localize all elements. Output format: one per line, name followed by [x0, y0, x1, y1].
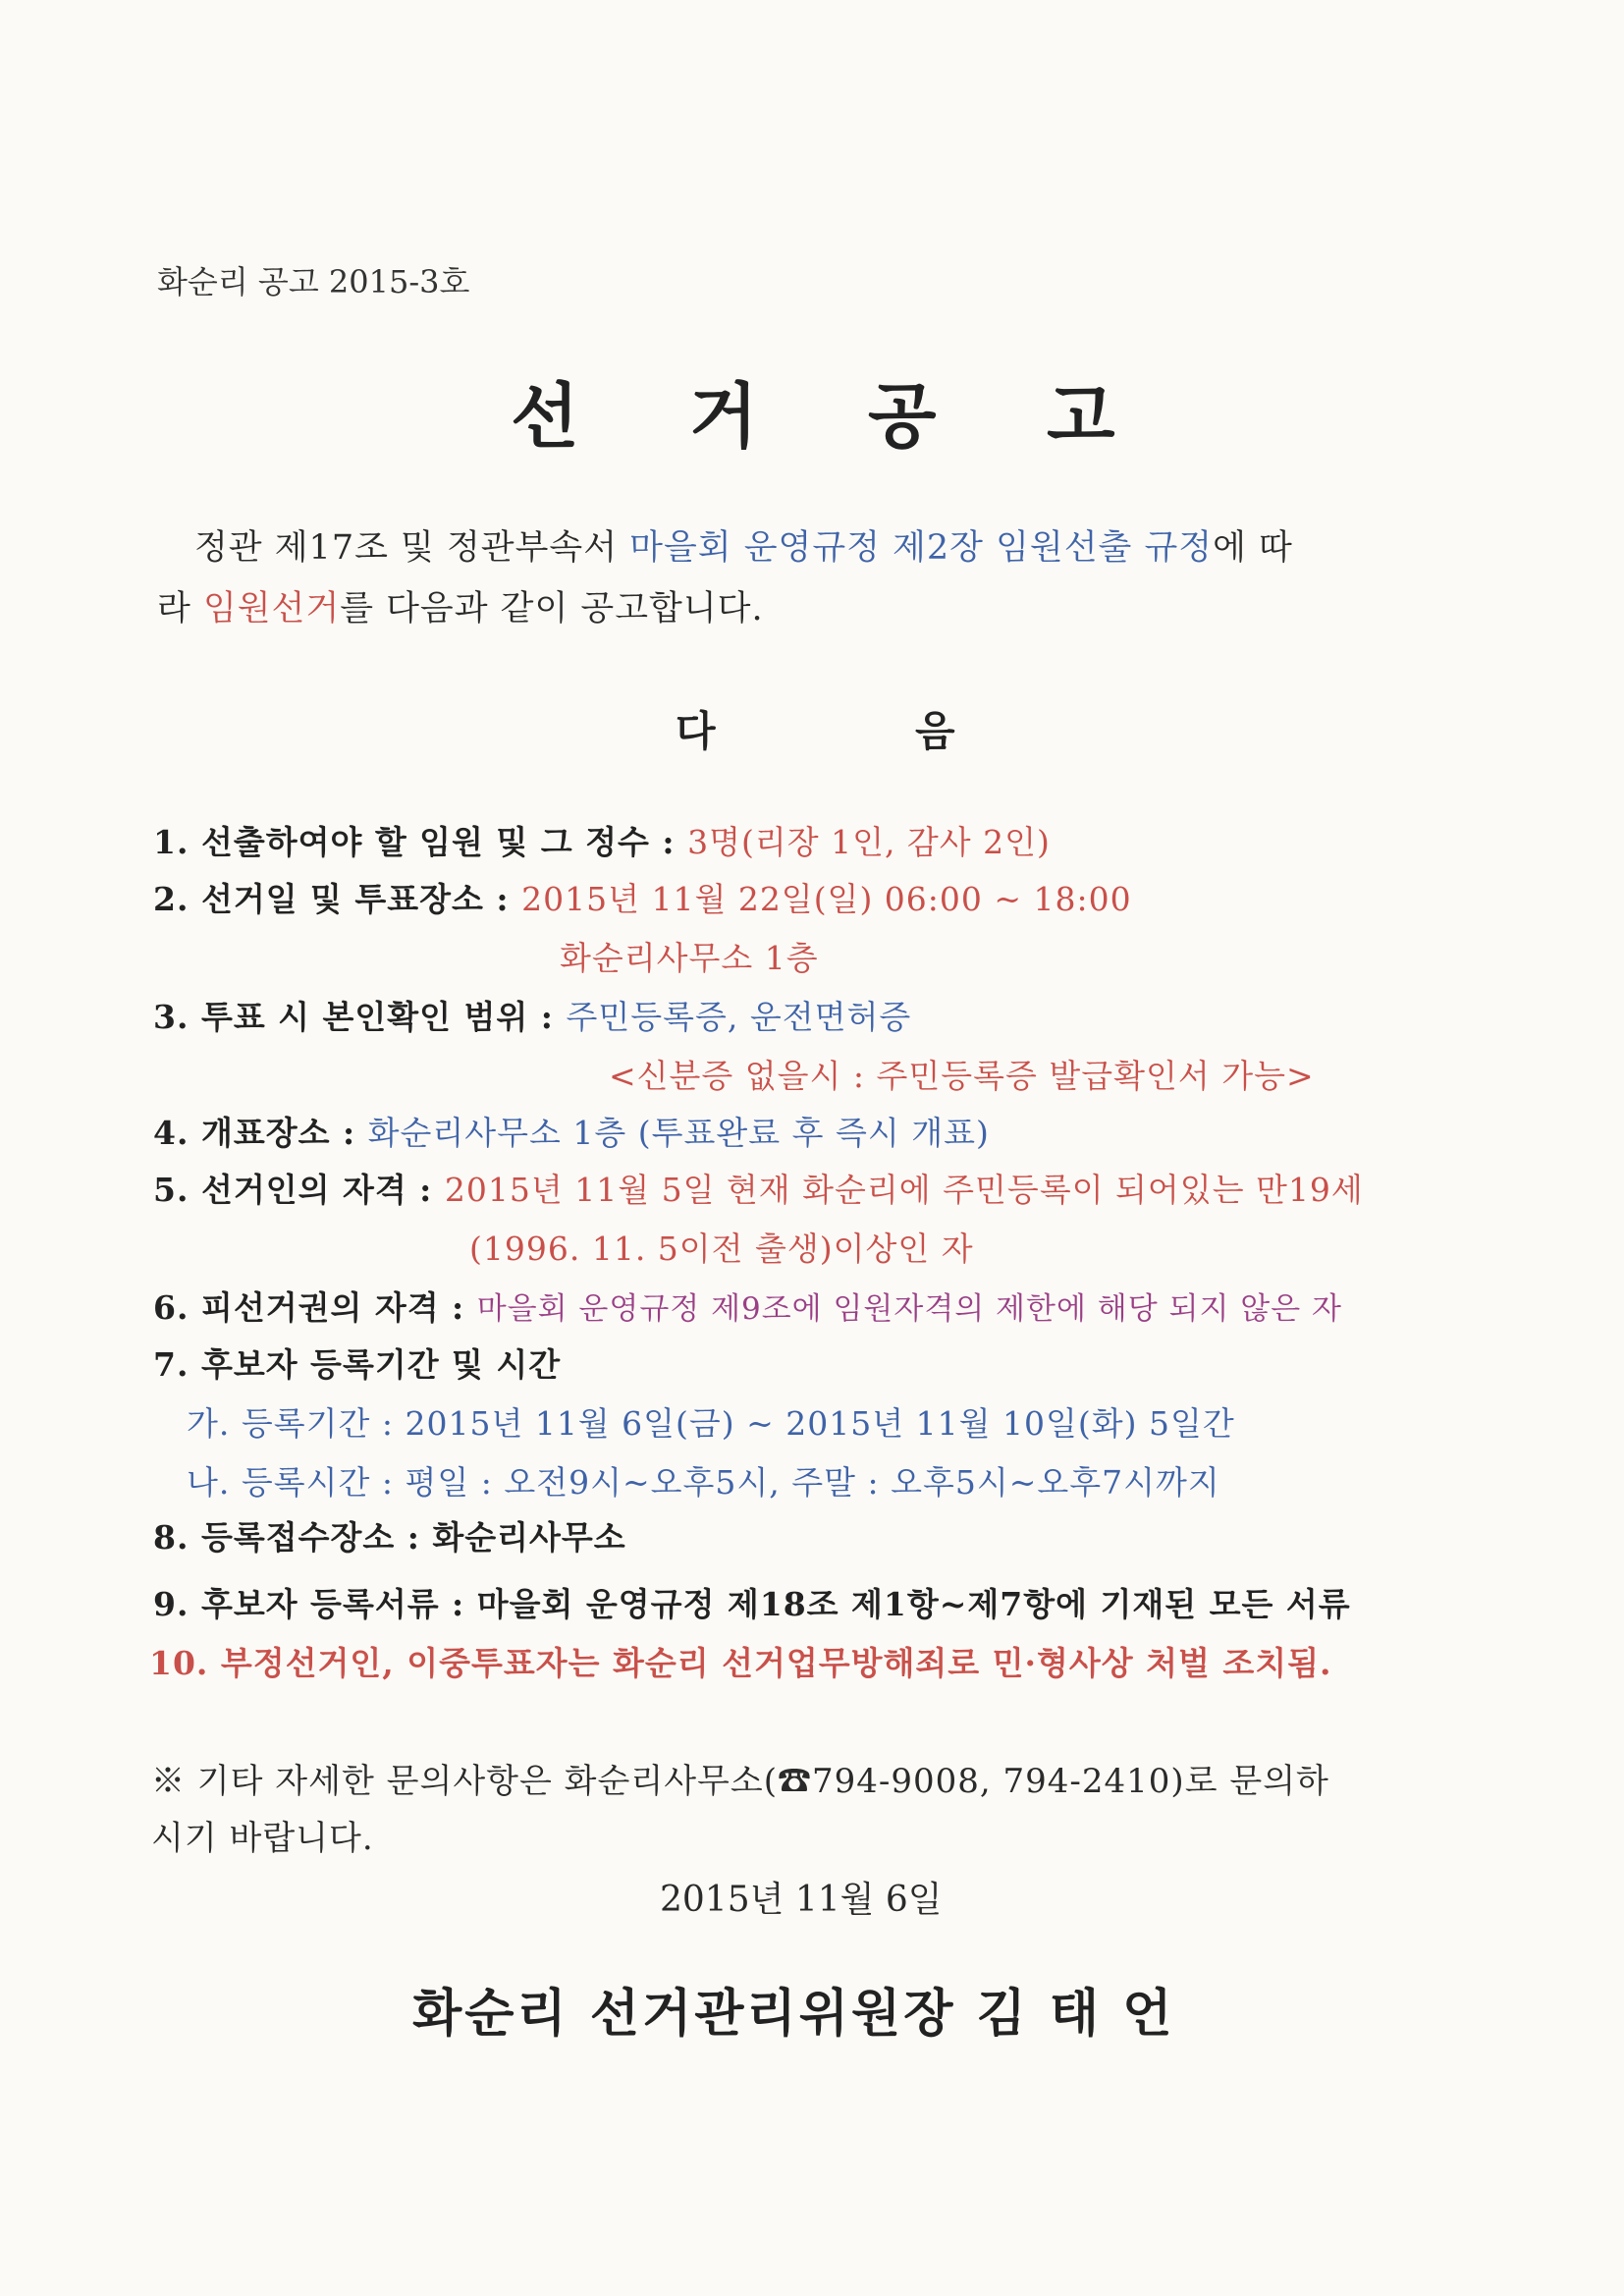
item-value: 화순리사무소 1층 (투표완료 후 즉시 개표) — [367, 1114, 990, 1152]
intro-text: 정관 제17조 및 정관부속서 — [194, 528, 630, 568]
intro-text: 라 — [157, 589, 203, 629]
item-value: 3명(리장 1인, 감사 2인) — [687, 823, 1051, 861]
item-9 — [153, 1579, 1351, 1625]
item-value: (1996. 11. 5이전 출생)이상인 자 — [469, 1230, 974, 1268]
item-value: 마을회 운영규정 제9조에 임원자격의 제한에 해당 되지 않은 자 — [476, 1291, 1342, 1327]
footnote-line-1: ※ 기타 자세한 문의사항은 화순리사무소(☎794-9008, 794-2410)로 문의하 — [151, 1762, 1329, 1801]
item-5 — [153, 1165, 1364, 1211]
item-4 — [153, 1108, 990, 1154]
item-8 — [153, 1512, 626, 1558]
regulation-reference: 마을회 운영규정 제2장 임원선출 규정 — [629, 528, 1214, 568]
item-3 — [153, 992, 911, 1038]
title-char: 공 — [868, 374, 939, 458]
item-5-birth — [469, 1224, 974, 1270]
item-value: 주민등록증, 운전면허증 — [566, 998, 912, 1036]
item-2 — [153, 874, 1132, 920]
item-10 — [149, 1638, 1332, 1684]
heading-char: 다 — [676, 707, 716, 755]
intro-text: 를 다음과 같이 공고합니다. — [340, 589, 764, 629]
title-char: 거 — [689, 374, 760, 458]
item-7-b — [187, 1457, 1220, 1503]
notice-number: 화순리 공고 2015-3호 — [157, 263, 470, 301]
item-7 — [153, 1339, 561, 1386]
item-label: 8. 등록접수장소 : 화순리사무소 — [153, 1518, 626, 1557]
election-term: 임원선거 — [202, 589, 341, 629]
title-char: 선 — [511, 374, 581, 458]
notice-date: 2015년 11월 6일 — [660, 1880, 943, 1920]
signer-name: 화순리 선거관리위원장 김 태 언 — [412, 1984, 1175, 2044]
item-label: 6. 피선거권의 자격 : — [153, 1288, 477, 1327]
footnote-line-2: 시기 바랍니다. — [151, 1819, 374, 1858]
item-label: 2. 선거일 및 투표장소 : — [153, 880, 522, 918]
title-char: 고 — [1047, 374, 1117, 458]
item-3-note — [609, 1051, 1315, 1097]
item-value: 나. 등록시간 : 평일 : 오전9시~오후5시, 주말 : 오후5시~오후7시까지 — [187, 1463, 1220, 1502]
item-label: 7. 후보자 등록기간 및 시간 — [153, 1345, 562, 1384]
item-value: 화순리사무소 1층 — [560, 939, 819, 977]
intro-text: 에 따 — [1213, 528, 1293, 568]
section-heading — [676, 699, 1155, 758]
item-6 — [153, 1283, 1342, 1329]
item-2-place — [560, 933, 819, 979]
item-label: 3. 투표 시 본인확인 범위 : — [153, 998, 567, 1036]
item-value: 2015년 11월 5일 현재 화순리에 주민등록이 되어있는 만19세 — [444, 1171, 1364, 1209]
page-title — [511, 359, 1225, 462]
intro-line-1 — [194, 520, 1293, 570]
intro-line-2 — [157, 581, 764, 630]
item-label: 1. 선출하여야 할 임원 및 그 정수 : — [153, 823, 688, 861]
item-value: <신분증 없을시 : 주민등록증 발급확인서 가능> — [609, 1057, 1315, 1095]
item-label: 4. 개표장소 : — [153, 1114, 368, 1152]
item-7-a — [187, 1398, 1235, 1445]
item-value: 2015년 11월 22일(일) 06:00 ~ 18:00 — [521, 880, 1132, 918]
item-label: 10. 부정선거인, 이중투표자는 화순리 선거업무방해죄로 민·형사상 처벌 조치됨. — [149, 1644, 1332, 1682]
heading-char: 음 — [915, 707, 955, 755]
item-1 — [153, 817, 1051, 863]
item-value: 가. 등록기간 : 2015년 11월 6일(금) ~ 2015년 11월 10일(화) 5일간 — [187, 1404, 1235, 1443]
item-label: 9. 후보자 등록서류 : 마을회 운영규정 제18조 제1항~제7항에 기재된 모든 서류 — [153, 1585, 1351, 1623]
item-label: 5. 선거인의 자격 : — [153, 1171, 445, 1209]
